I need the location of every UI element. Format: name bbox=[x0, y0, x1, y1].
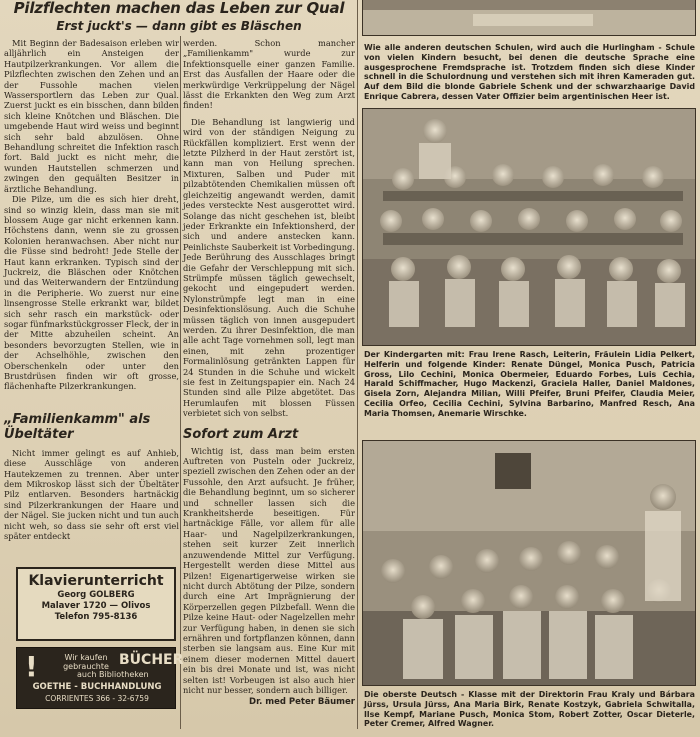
paragraph: Die Pilze, um die es sich hier dreht, sind so winzig klein, dass man sie mit blossem Auge gar nicht erkennen kann. Höchstens dann, wenn sie zu grossen Kolonien heranwachsen. Aber nicht nur die Füsse sind bedroht! Jede Stelle der Haut kann erkranken. Typisch sind der Juckreiz, die Bläschen oder Knötchen und das Weiterwandern der Entzündung in die Peripherie. Wo zuerst nur eine linsengrosse Stelle erkrankt war, bildet sich sehr rasch ein markstück- oder sogar fünfmarkstückgrosser Fleck, der in der Mitte abzuheilen scheint. An besonders bevorzugten Stellen, wie in der Achselhöhle, zwischen den Oberschenkeln oder unter den Brustdrüsen finden wir oft grosse, flächenhafte Pilzerkrankungen. bbox=[4, 194, 179, 392]
kindergarten-caption: Der Kindergarten mit: Frau Irene Rasch, Leiterin, Fräulein Lidia Pelkert, Helferin und folgende Kinder: Renate Düngel, Monica Pusch, Patricia Gross, Lilo Cechini, Monica Obermeier, Eduardo Forbes, Luis Cechia, Harald Schiffmacher, Hugo Mackenzi, Graciela Haller, Daniel Maldones, Gisela Zorn, Alejandra Milian, Willi Pfeifer, Bruni Pfeifer, Claudia Meier, Cecilia Orfeo, Cecilia Cechini, Sylvina Barbarino, Manfred Resch, Ana Maria Thomsen, Anemarie Wirschke. bbox=[364, 350, 695, 418]
column-divider bbox=[180, 36, 181, 729]
ad-title: Klavierunterricht bbox=[28, 573, 164, 589]
column-2-text bbox=[183, 38, 355, 419]
column-1-section-text bbox=[4, 448, 179, 542]
article-column-1 bbox=[4, 38, 179, 541]
school-intro-caption: Wie alle anderen deutschen Schulen, wird auch die Hurlingham - Schule von vielen Kindern besucht, bei denen die deutsche Sprache eine ausgesprochene Fremdsprache ist. Trotzdem finden sich diese Kinder schnell in die Schulordnung und verstehen sich mit ihren Kameraden gut. Auf dem Bild die blonde Gabriele Schenk und der schwarzhaarige David Enrique Cabrera, dessen Vater Offizier beim argentinischen Heer ist. bbox=[364, 43, 695, 101]
author-signature: Dr. med Peter Bäumer bbox=[249, 697, 355, 708]
column-divider bbox=[357, 0, 358, 729]
article-subheadline: Erst juckt's — dann gibt es Bläschen bbox=[56, 19, 302, 33]
ad-name: Georg GOLBERG bbox=[57, 590, 135, 600]
class-caption: Die oberste Deutsch - Klasse mit der Direktorin Frau Kraly und Bárbara Jürss, Ursula Jürss, Ana Maria Birk, Renate Kostzyk, Gabriela Schwitalla, Ilse Kempf, Mariane Pusch, Monica Stom, Robert Zotter, Oscar Dieterle, Peter Cremer, Alfred Wagner. bbox=[364, 690, 695, 729]
ad-line: Wir kaufen gebrauchte bbox=[63, 653, 109, 671]
exclamation-icon: ! bbox=[25, 650, 38, 683]
ad-shop-name: GOETHE - BUCHHANDLUNG bbox=[32, 682, 162, 692]
piano-lessons-ad bbox=[16, 567, 176, 641]
paragraph: Mit Beginn der Badesaison erleben wir alljährlich ein Ansteigen der Hautpilzerkrankungen. Vor allem die Pilzflechten zwischen den Zehen und an der Fussohle machen vielen Wassersportlern das Leben zur Qual. Zuerst juckt es ein bisschen, dann bilden sich kleine Knötchen und Bläschen. Die umgebende Haut wird weiss und beginnt sich sehr bald abzulösen. Ohne Behandlung schreitet die Infektion rasch fort. Bald juckt es nicht mehr, die wunden Hautstellen schmerzen und zwingen den gequälten Besitzer in ärztliche Behandlung. bbox=[4, 38, 179, 194]
ad-line: auch Bibliotheken bbox=[77, 670, 149, 679]
column-2-section-text bbox=[183, 446, 355, 696]
class-photo bbox=[362, 440, 696, 686]
kindergarten-photo bbox=[362, 108, 696, 346]
section-title-familienkamm: „Familienkamm" als Übeltäter bbox=[4, 411, 151, 442]
column-1-text bbox=[4, 38, 179, 392]
ad-phone: Telefon 795-8136 bbox=[54, 612, 138, 622]
section-title-sofort-zum-arzt: Sofort zum Arzt bbox=[183, 426, 299, 442]
ad-brand: BÜCHER bbox=[119, 652, 184, 668]
ad-address: CORRIENTES 366 - 32-6759 bbox=[45, 694, 149, 703]
paragraph: Wichtig ist, dass man beim ersten Auftreten von Pusteln oder Juckreiz, speziell zwischen den Zehen oder an der Fussohle, den Arzt aufsucht. Je früher, die Behandlung beginnt, um so sicherer und schneller lassen sich die Krankheitsherde beseitigen. Für hartnäckige Fälle, vor allem für alle Haar- und Nagelpilzerkrankungen, stehen seit kurzer Zeit innerlich anzuwendende Mittel zur Verfügung. Hergestellt werden diese Mittel aus Pilzen! Eigenartigerweise wirken sie nicht durch Abtötung der Pilze, sondern durch eine Art Imprägnierung der Körperzellen gegen Pilzbefall. Wenn die Pilze keine Haut- oder Nagelzellen mehr zur Verfügung haben, in denen sie sich ernähren und fortpflanzen können, dann sterben sie langsam aus. Eine Kur mit einem dieser modernen Mittel dauert ein bis drei Monate und ist, was nicht selten ist! Vorbeugen ist also auch hier nicht nur besser, sondern auch billiger. bbox=[183, 445, 355, 695]
paragraph: Nicht immer gelingt es auf Anhieb, diese Ausschläge von anderen Hautekzemen zu trennen. Aber unter dem Mikroskop lässt sich der Übeltäter Pilz entlarven. Besonders hartnäckig sind Pilzerkrankungen der Haare und der Nägel. Sie jucken nicht und tun auch nicht weh, so dass sie sehr oft erst viel später entdeckt bbox=[4, 447, 179, 542]
bookshop-ad bbox=[16, 647, 184, 709]
article-headline: Pilzflechten machen das Leben zur Qual bbox=[13, 0, 345, 17]
ad-address: Malaver 1720 — Olivos bbox=[41, 601, 151, 611]
top-photo-fragment bbox=[362, 0, 696, 36]
paragraph: Die Behandlung ist langwierig und wird von der ständigen Neigung zu Rückfällen kompliziert. Erst wenn der letzte Pilzherd in der Haut zerstört ist, kann man von Heilung sprechen. Mixturen, Salben und Puder mit pilzabtötenden Chemikalien müssen oft gleichzeitig angewandt werden, damit jedes versteckte Nest ausgerottet wird. Solange das nicht geschehen ist, bleibt jeder Erkrankte ein Infektionsherd, der sich und andere anstecken kann. Peinlichste Sauberkeit ist Vorbedingung. Jede Berührung des Ausschlages bringt die Gefahr der Verschleppung mit sich. Strümpfe müssen täglich gewechselt, gekocht und eingepudert werden. Nylonstrümpfe legt man in eine Desinfektionslösung. Auch die Schuhe müssen täglich von innen ausgepudert werden. Zu ihrer Desinfektion, die man alle acht Tage vornehmen soll, legt man einen, mit zehn prozentiger Formalinlösung getränkten Lappen für 24 Stunden in die Schuhe und wickelt sie fest in Zeitungspapier ein. Nach 24 Stunden sind alle Pilze abgetötet. Das Herumlaufen mit blossen Füssen verbietet sich von selbst. bbox=[183, 116, 355, 419]
paragraph: werden. Schon mancher „Familienkamm" wurde zur Infektionsquelle einer ganzen Familie. Erst das Ausfallen der Haare oder die merkwürdige Verkrüppelung der Nägel lässt die Erkankten den Weg zum Arzt finden! bbox=[183, 38, 355, 111]
article-column-2 bbox=[183, 38, 355, 707]
